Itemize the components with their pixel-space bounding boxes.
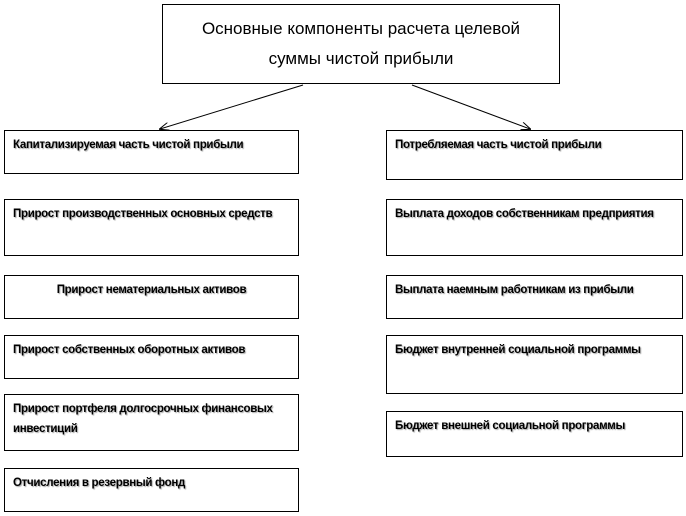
right-branch-header-text: Потребляемая часть чистой прибыли xyxy=(395,139,602,151)
left-item-2 xyxy=(4,275,299,319)
right-item-4-text: Бюджет внешней социальной программы xyxy=(395,420,626,432)
left-branch-header-text: Капитализируемая часть чистой прибыли xyxy=(13,139,244,151)
arrow-to-right-branch xyxy=(412,85,530,129)
right-item-3-text: Бюджет внутренней социальной программы xyxy=(395,344,641,356)
left-item-5-text: Отчисления в резервный фонд xyxy=(13,477,186,489)
right-item-4 xyxy=(386,411,683,457)
left-branch-header xyxy=(4,130,299,174)
left-item-5 xyxy=(4,468,299,512)
right-branch-header xyxy=(386,130,683,180)
right-item-1 xyxy=(386,199,683,256)
diagram-title xyxy=(162,4,560,84)
left-item-4 xyxy=(4,394,299,451)
right-item-1-text: Выплата доходов собственникам предприятия xyxy=(395,208,654,220)
diagram-title-text: Основные компоненты расчета целевой суммы чистой прибыли xyxy=(201,19,521,68)
left-item-4-text: Прирост портфеля долгосрочных финансовых инвестиций xyxy=(13,403,273,435)
arrow-to-left-branch xyxy=(160,85,303,129)
right-item-2-text: Выплата наемным работникам из прибыли xyxy=(395,284,634,296)
left-item-2-text: Прирост нематериальных активов xyxy=(56,284,247,296)
left-item-1-text: Прирост производственных основных средств xyxy=(13,208,273,220)
right-item-3 xyxy=(386,335,683,394)
right-item-2 xyxy=(386,275,683,319)
left-item-1 xyxy=(4,199,299,256)
left-item-3-text: Прирост собственных оборотных активов xyxy=(13,344,246,356)
left-item-3 xyxy=(4,335,299,379)
